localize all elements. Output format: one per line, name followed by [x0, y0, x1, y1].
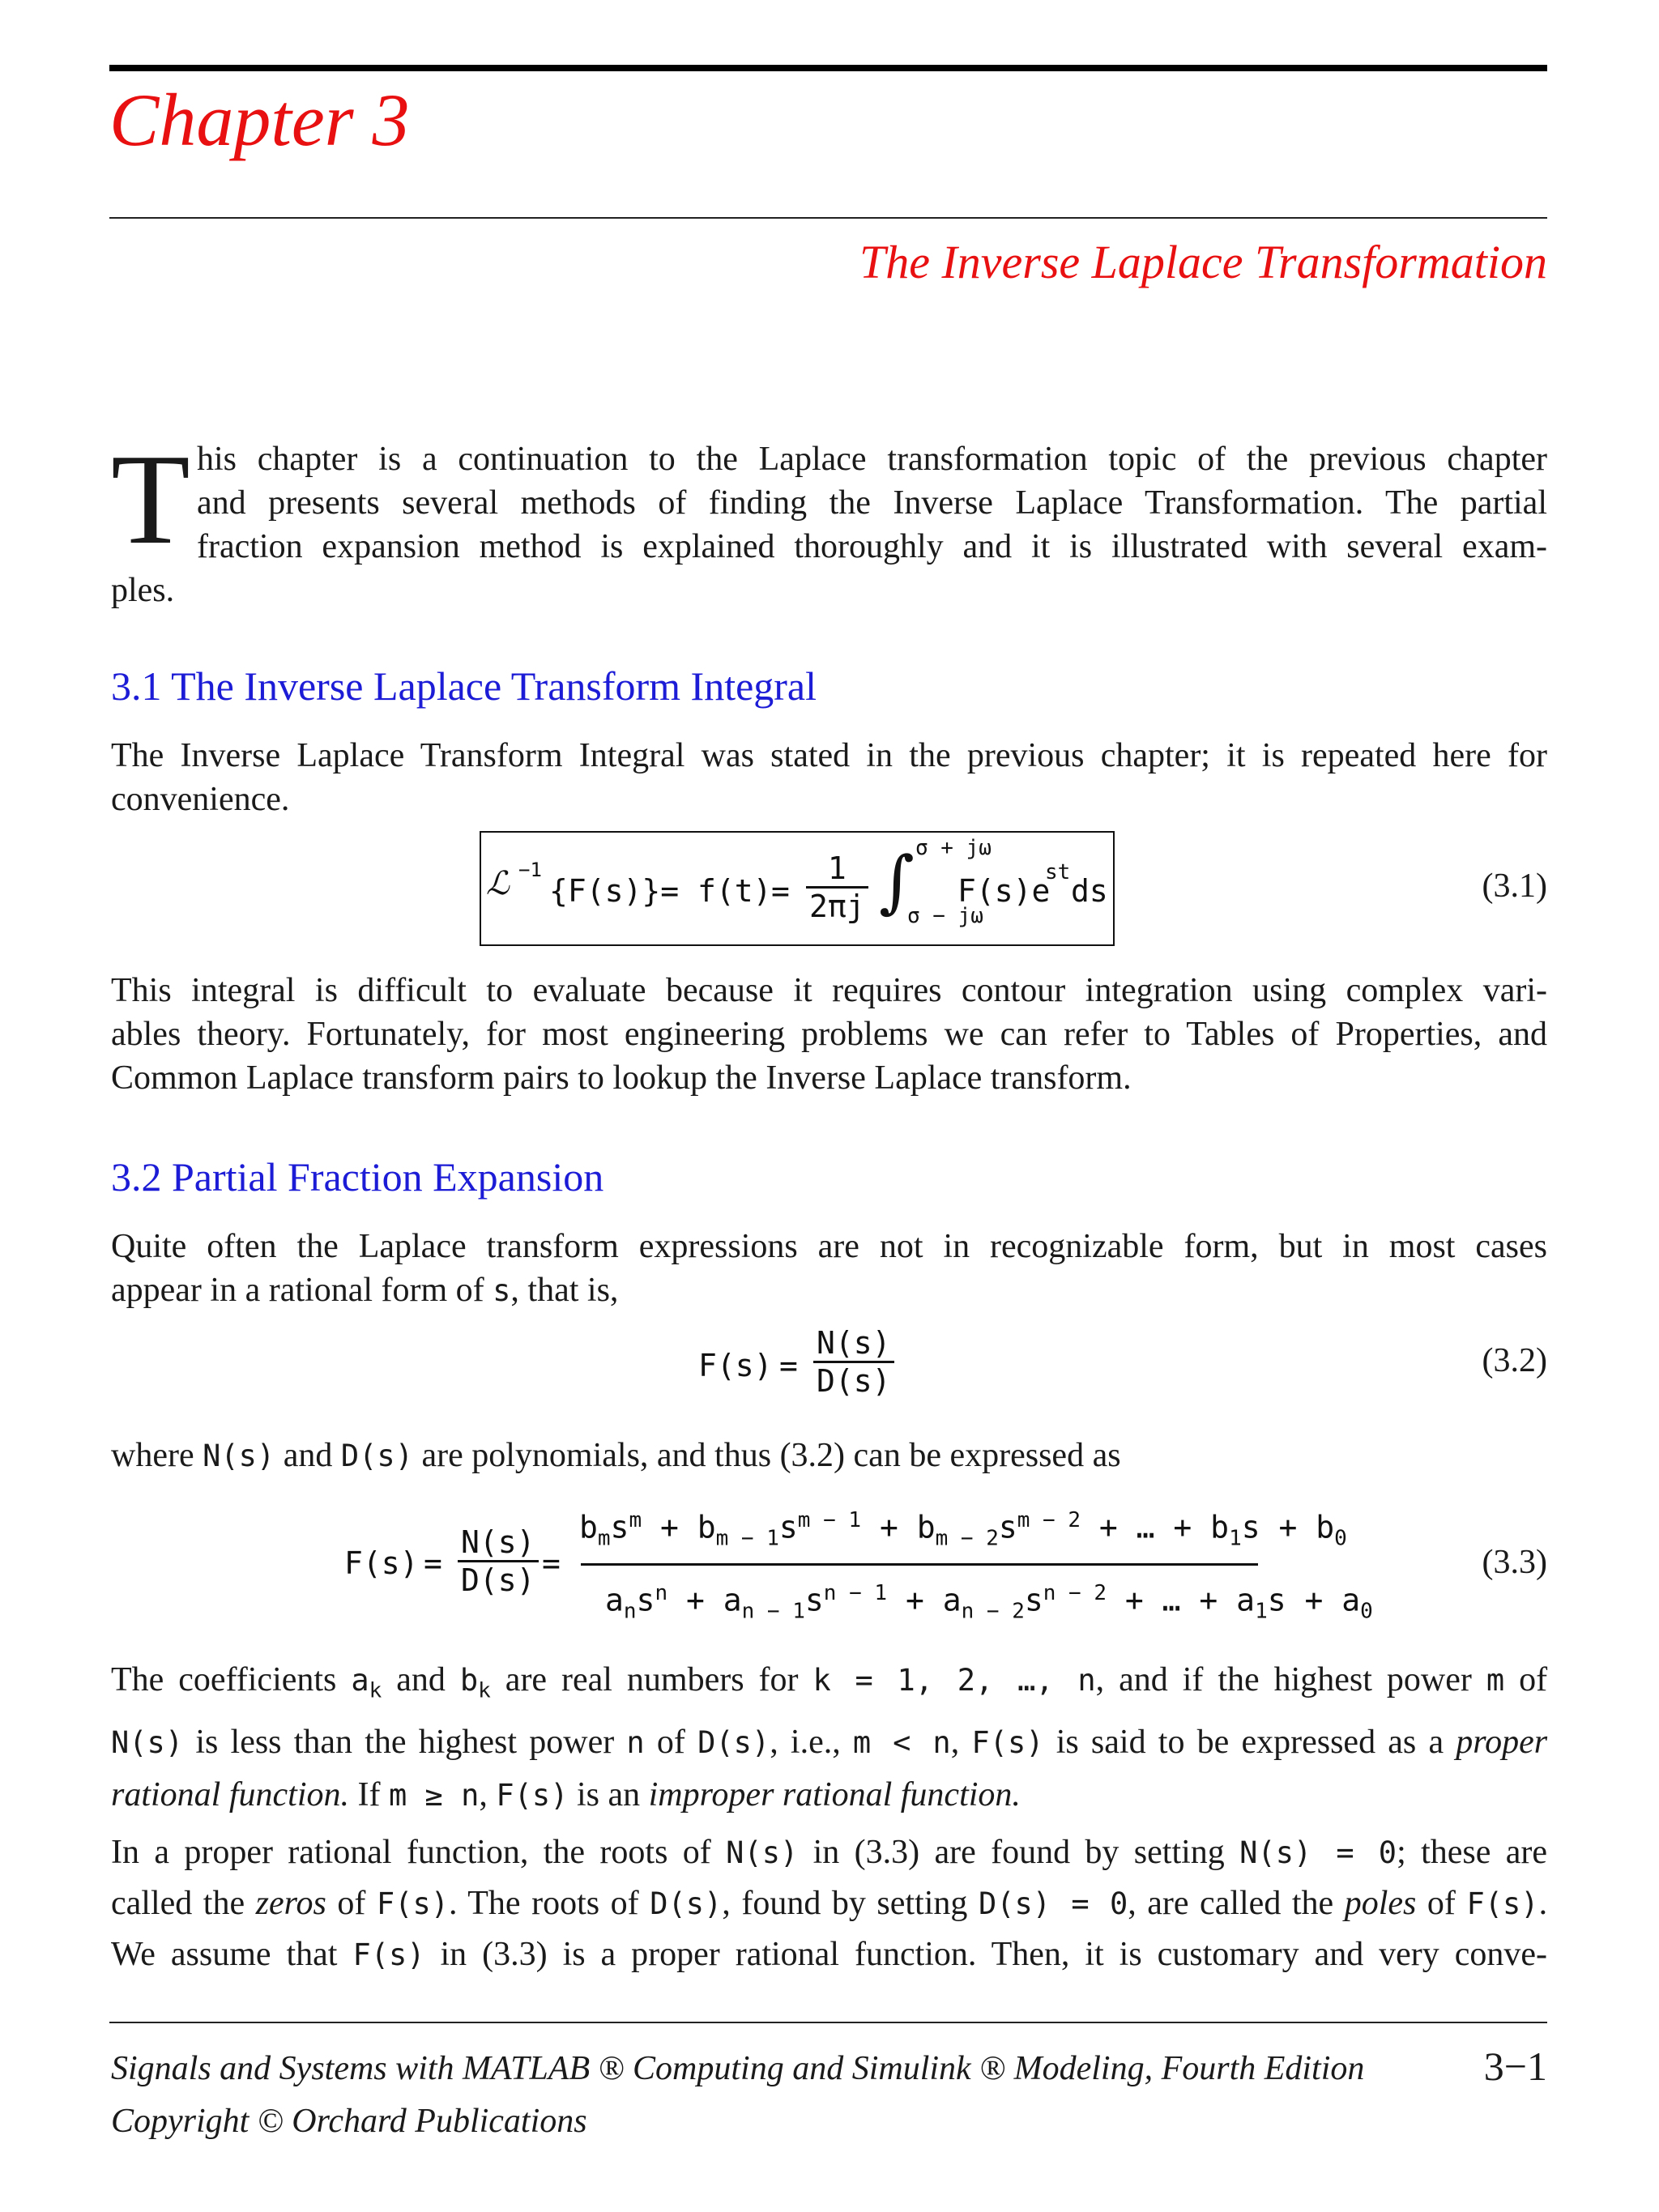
math-var: D(s)	[697, 1725, 770, 1761]
intro-line: ples.	[111, 572, 175, 609]
eq1-fraction	[806, 850, 868, 924]
roots-paragraph	[111, 1827, 1547, 1980]
eq3-fraction-bar	[581, 1563, 1258, 1566]
intro-paragraph	[197, 437, 1547, 569]
eq2-numerator: N(s)	[813, 1325, 894, 1363]
paragraph-line: ables theory. Fortunately, for most engineering problems we can refer to Tables of Properties, and	[111, 1016, 1547, 1053]
footer-copyright: Copyright © Orchard Publications	[111, 2103, 587, 2140]
footer-book-title: Signals and Systems with MATLAB ® Computing and Simulink ® Modeling, Fourth Edition	[111, 2050, 1365, 2087]
text-run: of	[337, 1885, 366, 1922]
math-var	[459, 1663, 491, 1703]
math-var: D(s)	[650, 1886, 723, 1921]
integral-sign: ∫	[879, 842, 915, 921]
drop-cap: T	[111, 427, 190, 571]
eq3-fraction	[458, 1524, 539, 1598]
text-run: called the	[111, 1885, 245, 1922]
footer-rule	[109, 2022, 1547, 2023]
eq1-denominator: 2πj	[809, 889, 865, 924]
equation-3-1	[486, 836, 1110, 931]
page-number: 3−1	[1483, 2044, 1547, 2089]
paragraph-line: This integral is difficult to evaluate because it requires contour integration using complex vari-	[111, 972, 1547, 1009]
text-run: ,	[479, 1776, 488, 1814]
eq3-equals-2: =	[542, 1545, 561, 1581]
math-var: s	[493, 1273, 511, 1308]
equation-number-3-2: (3.2)	[1482, 1342, 1547, 1379]
chapter-label: Chapter 3	[109, 79, 410, 161]
text-run: is less than the highest power	[195, 1724, 615, 1762]
intro-paragraph-end	[111, 569, 1547, 612]
italic-term: zeros	[255, 1885, 326, 1922]
italic-term: proper	[1456, 1724, 1548, 1762]
chapter-rule	[109, 217, 1547, 219]
text-run: ; these are	[1397, 1834, 1548, 1871]
text-run: ,	[950, 1724, 960, 1762]
italic-term: improper rational function.	[648, 1776, 1021, 1814]
math-var: N(s)	[203, 1438, 275, 1473]
math-var: N(s) = 0	[1239, 1835, 1397, 1870]
text-run: and	[283, 1437, 333, 1474]
paragraph-line	[111, 1716, 1547, 1769]
eq1-integrand: F(s)e	[957, 873, 1051, 909]
eq1-equals: =	[771, 873, 790, 909]
section2-paragraph	[111, 1225, 1547, 1313]
inverse-exponent: −1	[518, 859, 542, 881]
math-var-a: a	[351, 1663, 369, 1698]
coefficients-paragraph	[111, 1654, 1547, 1822]
math-var: m	[1486, 1663, 1505, 1698]
eq2-fraction	[813, 1325, 894, 1399]
eq2-lhs: F(s)	[698, 1348, 773, 1383]
eq2-equals: =	[779, 1348, 798, 1383]
math-var: F(s)	[376, 1886, 449, 1921]
text-run: are polynomials, and thus (3.2) can be expressed as	[421, 1437, 1121, 1474]
eq1-ds: ds	[1071, 873, 1108, 909]
chapter-title: The Inverse Laplace Transformation	[859, 236, 1547, 288]
text-run: If	[357, 1776, 381, 1814]
paragraph-line: Quite often the Laplace transform expressions are not in recognizable form, but in most cases	[111, 1228, 1547, 1265]
paragraph-line	[111, 1769, 1547, 1822]
equation-number-3-3: (3.3)	[1482, 1544, 1547, 1581]
math-var: N(s)	[111, 1725, 184, 1761]
eq3-denominator: D(s)	[461, 1562, 535, 1598]
math-var: m < n	[852, 1725, 951, 1761]
text-run: , i.e.,	[770, 1724, 841, 1762]
text-run: , that is,	[510, 1272, 619, 1309]
math-var: F(s)	[971, 1725, 1044, 1761]
equation-3-3	[344, 1507, 1373, 1628]
section1-paragraph	[111, 734, 1547, 821]
math-var: D(s)	[340, 1438, 413, 1473]
text-run: , found by setting	[722, 1885, 968, 1922]
top-rule	[109, 65, 1547, 71]
math-var: D(s) = 0	[978, 1886, 1128, 1921]
math-sub: k	[369, 1678, 382, 1703]
math-var: m ≥ n	[388, 1778, 480, 1813]
paragraph-line	[111, 1434, 1547, 1478]
paragraph-line: convenience.	[111, 781, 290, 818]
integral-lower-limit: σ − jω	[907, 904, 983, 928]
italic-term: poles	[1344, 1885, 1417, 1922]
text-run: We assume that	[111, 1936, 338, 1973]
equation-number-3-1: (3.1)	[1482, 867, 1547, 905]
intro-line: his chapter is a continuation to the Laplace transformation topic of the previous chapter	[197, 441, 1547, 478]
paragraph-line: Common Laplace transform pairs to lookup the Inverse Laplace transform.	[111, 1059, 1132, 1097]
eq3-poly-numerator: $b_ms^m + b_{m - 1}s^{m - 1} + b_{m - 2}s^{m - 2}$ + … + $b_1s + b_0$	[579, 1508, 1347, 1551]
eq3-numerator: N(s)	[458, 1524, 539, 1562]
where-line	[111, 1434, 1547, 1478]
paragraph-line	[111, 1268, 1547, 1313]
text-run: , are called the	[1128, 1885, 1334, 1922]
paragraph-line	[111, 1878, 1547, 1929]
text-run: In a proper rational function, the roots of	[111, 1834, 711, 1871]
eq3-poly-denominator: $a_ns^n + a_{n - 1}s^{n - 1} + a_{n - 2}s^{n - 2}$ + … + $a_1s + a_0$	[605, 1581, 1373, 1624]
eq3-lhs: F(s)	[344, 1545, 419, 1581]
math-var: F(s)	[1466, 1886, 1539, 1921]
math-var-b: b	[459, 1663, 479, 1698]
integral-upper-limit: σ + jω	[915, 836, 992, 860]
paragraph-line: The Inverse Laplace Transform Integral was stated in the previous chapter; it is repeated here for	[111, 737, 1547, 774]
text-run: of	[1427, 1885, 1456, 1922]
text-run: and	[396, 1661, 446, 1698]
math-var: n	[626, 1725, 645, 1761]
text-run: is said to be expressed as a	[1056, 1724, 1444, 1762]
math-var: k = 1, 2, …, n	[812, 1663, 1096, 1698]
text-run: are real numbers for	[505, 1661, 799, 1698]
equation-3-2	[698, 1325, 909, 1414]
section-heading-3-1: 3.1 The Inverse Laplace Transform Integral	[111, 663, 817, 709]
math-var: F(s)	[496, 1778, 569, 1813]
intro-line: fraction expansion method is explained thoroughly and it is illustrated with several exam-	[197, 528, 1547, 565]
section1-paragraph-2	[111, 969, 1547, 1100]
eq3-equals: =	[424, 1545, 442, 1581]
paragraph-line	[111, 1827, 1547, 1878]
laplace-script-l: ℒ	[486, 865, 510, 902]
eq1-numerator: 1	[806, 850, 868, 889]
text-run: The coefficients	[111, 1661, 337, 1698]
text-run: appear in a rational form of	[111, 1272, 484, 1309]
text-run: of	[656, 1724, 685, 1762]
math-sub: k	[478, 1678, 491, 1703]
eq1-lhs: {F(s)}= f(t)	[549, 873, 772, 909]
math-var	[351, 1663, 382, 1703]
text-run: where	[111, 1437, 194, 1474]
paragraph-line	[111, 1654, 1547, 1716]
eq1-exponent: st	[1045, 860, 1071, 884]
intro-line: and presents several methods of finding the Inverse Laplace Transformation. The partial	[197, 484, 1547, 522]
text-run: in (3.3) are found by setting	[812, 1834, 1225, 1871]
text-run: in (3.3) is a proper rational function. Then, it is customary and very conve-	[440, 1936, 1548, 1973]
paragraph-line	[111, 1929, 1547, 1980]
math-var: N(s)	[726, 1835, 799, 1870]
eq2-denominator: D(s)	[817, 1363, 891, 1399]
math-var: F(s)	[352, 1937, 425, 1972]
text-run: . The roots of	[449, 1885, 639, 1922]
text-run: .	[1538, 1885, 1548, 1922]
italic-term: rational function.	[111, 1776, 349, 1814]
text-run: of	[1519, 1661, 1548, 1698]
text-run: , and if the highest power	[1095, 1661, 1472, 1698]
text-run: is an	[576, 1776, 641, 1814]
section-heading-3-2: 3.2 Partial Fraction Expansion	[111, 1154, 604, 1200]
